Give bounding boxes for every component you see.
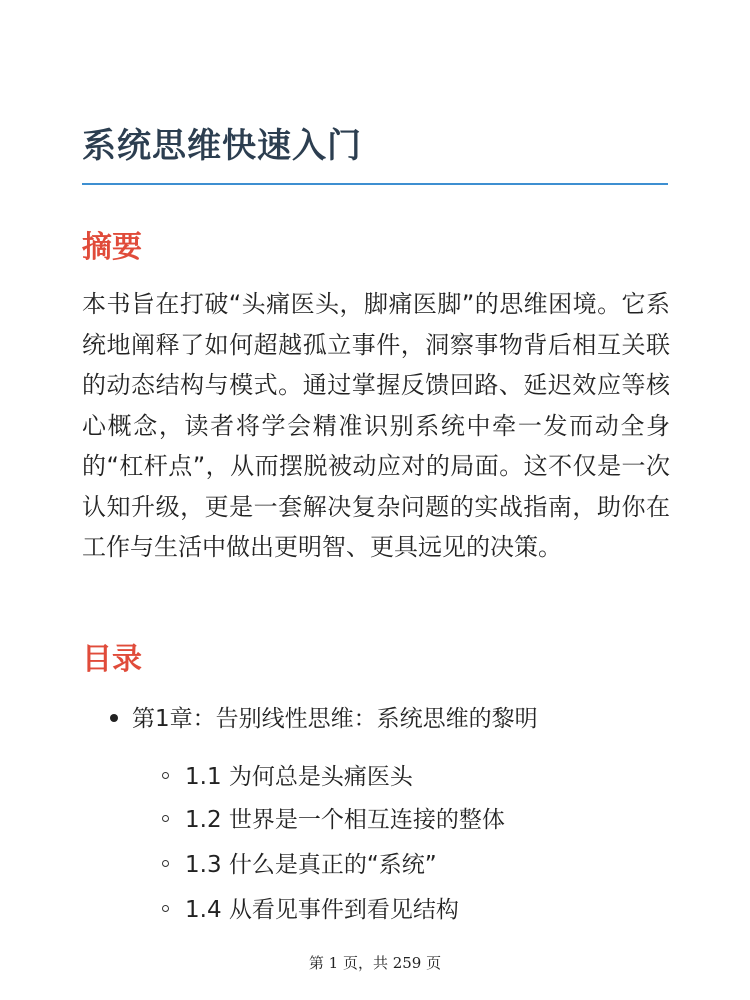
abstract-heading: 摘要 [82, 230, 142, 265]
page-footer: 第 1 页，共 259 页 [308, 954, 442, 972]
toc-section-item [162, 891, 459, 924]
page-title: 系统思维快速入门 [82, 126, 362, 166]
toc-section-label: 1.3 什么是真正的“系统” [185, 852, 437, 878]
toc-section-item [162, 801, 505, 834]
toc-chapter-label: 第1章：告别线性思维：系统思维的黎明 [132, 706, 538, 732]
bullet-circle-icon [162, 772, 169, 779]
bullet-circle-icon [162, 815, 169, 822]
bullet-circle-icon [162, 905, 169, 912]
bullet-disc-icon [110, 714, 118, 722]
abstract-paragraph: 本书旨在打破“头痛医头，脚痛医脚”的思维困境。它系统地阐释了如何超越孤立事件，洞察事物背后相互关联的动态结构与模式。通过掌握反馈回路、延迟效应等核心概念，读者将学会精准识别系统中牵一发而动全身的“杠杆点”，从而摆脱被动应对的局面。这不仅是一次认知升级，更是一套解决复杂问题的实战指南，助你在工作与生活中做出更明智、更具远见的决策。 [82, 290, 670, 561]
toc-section-item [162, 846, 437, 879]
toc-section-label: 1.2 世界是一个相互连接的整体 [185, 807, 505, 833]
toc-section-label: 1.4 从看见事件到看见结构 [185, 897, 459, 923]
bullet-circle-icon [162, 860, 169, 867]
title-divider [82, 183, 668, 185]
toc-section-label: 1.1 为何总是头痛医头 [185, 764, 413, 790]
toc-section-item [162, 758, 413, 791]
toc-chapter-item [110, 700, 538, 733]
toc-heading: 目录 [82, 642, 142, 677]
